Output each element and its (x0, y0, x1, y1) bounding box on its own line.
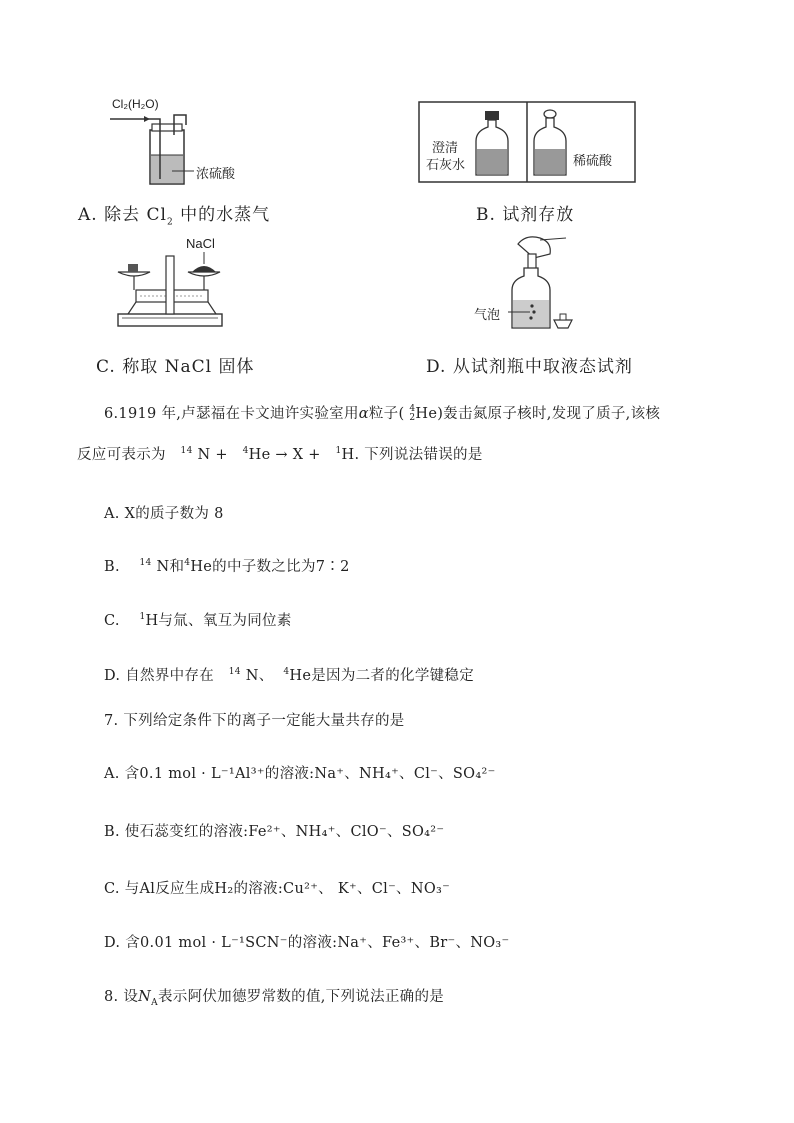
q6-option-d: D. 自然界中存在 $^{14}$ N、 $^4$He是因为二者的化学键稳定 (104, 667, 475, 684)
q8-stem: 8. 设$N_A$表示阿伏加德罗常数的值,下列说法正确的是 (104, 989, 445, 1008)
q6-option-c: C. $^1$H与氚、氧互为同位素 (104, 612, 292, 629)
dropper-bottle-drawing (474, 232, 594, 342)
q6-option-a: A. X的质子数为 8 (104, 506, 224, 522)
q6-option-b: B. $^{14}$ N和$^4$He的中子数之比为7∶2 (104, 558, 350, 575)
q7-option-a: A. 含0.1 mol · L⁻¹Al³⁺的溶液:Na⁺、NH₄⁺、Cl⁻、SO₄²⁻ (104, 766, 496, 782)
q7-stem: 7. 下列给定条件下的离子一定能大量共存的是 (104, 713, 405, 729)
bubble-label: 气泡 (474, 307, 501, 322)
left-bottle-label-2: 石灰水 (426, 157, 466, 172)
caption-b: B. 试剂存放 (476, 205, 575, 225)
reagent-label: 浓硫酸 (196, 166, 236, 181)
gas-label: Cl₂(H₂O) (112, 97, 159, 111)
left-bottle-label-1: 澄清 (432, 140, 459, 155)
caption-d: D. 从试剂瓶中取液态试剂 (426, 357, 633, 377)
figure-c (108, 234, 232, 334)
q6-line2: 反应可表示为 $^{14}$ N + $^4$He → X + $^1$H. 下列说法错误的是 (77, 446, 483, 463)
figure-d (474, 232, 594, 342)
caption-a: A. 除去 $Cl_2$ 中的水蒸气 (78, 205, 271, 228)
q7-option-d: D. 含0.01 mol · L⁻¹SCN⁻的溶液:Na⁺、Fe³⁺、Br⁻、NO₃⁻ (104, 935, 510, 951)
figure-b (418, 101, 636, 183)
nacl-label: NaCl (186, 236, 215, 251)
caption-c: C. 称取 NaCl 固体 (96, 357, 255, 377)
figure-a (100, 95, 300, 195)
q7-option-c: C. 与Al反应生成H₂的溶液:Cu²⁺、 K⁺、Cl⁻、NO₃⁻ (104, 881, 451, 897)
he-nuclide: 4 2 (409, 404, 416, 423)
q7-option-b: B. 使石蕊变红的溶液:Fe²⁺、NH₄⁺、ClO⁻、SO₄²⁻ (104, 824, 445, 840)
q6-line1: 6.1919 年,卢瑟福在卡文迪许实验室用α粒子( 4 2He)轰击氮原子核时,发现了质子,该核 (104, 404, 661, 423)
right-bottle-label: 稀硫酸 (573, 153, 613, 168)
